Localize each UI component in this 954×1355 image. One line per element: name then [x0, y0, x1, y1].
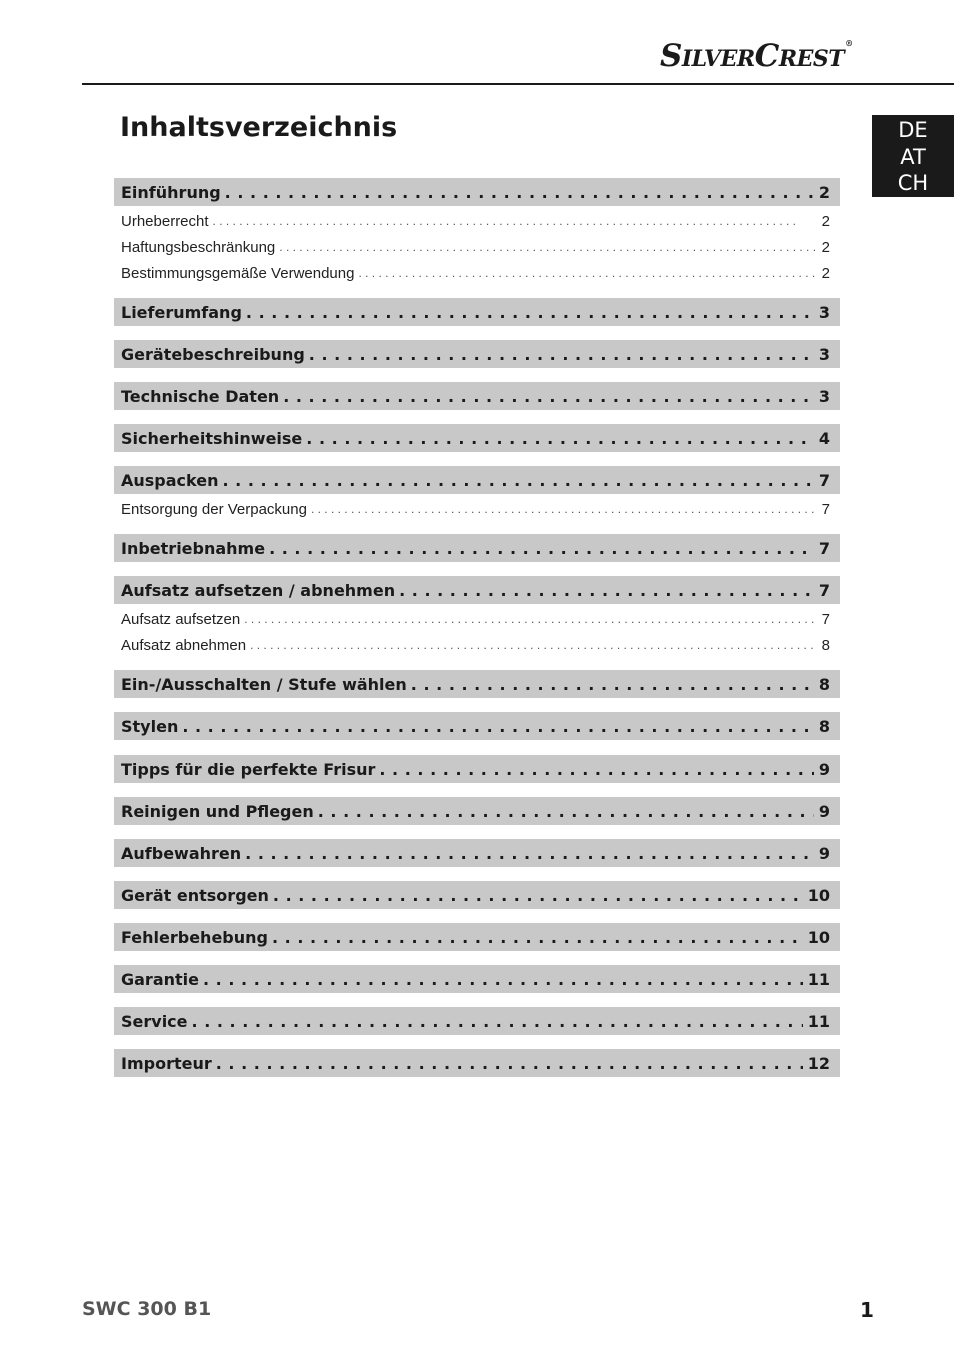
footer-page-number: 1 [860, 1298, 874, 1322]
toc-leader-dots [358, 266, 816, 280]
header-rule [82, 83, 954, 85]
toc-leader-dots [379, 760, 813, 779]
toc-subsection-row[interactable] [114, 261, 840, 285]
toc-entry-page: 9 [818, 801, 830, 821]
toc-entry-page: 3 [818, 386, 830, 406]
toc-entry-page: 10 [807, 885, 830, 905]
toc-subsection-row[interactable] [114, 235, 840, 259]
logo-text-rest: REST [778, 46, 845, 72]
toc-leader-dots [272, 928, 803, 947]
toc-leader-dots [250, 638, 817, 652]
toc-entry-page: 7 [821, 500, 830, 518]
toc-entry-label: Gerätebeschreibung [121, 344, 305, 364]
toc-section-row[interactable] [114, 382, 840, 410]
toc-entry-page: 3 [818, 302, 830, 322]
toc-entry-page: 11 [807, 1011, 830, 1031]
toc-entry-label: Inbetriebnahme [121, 538, 266, 558]
toc-entry-label: Sicherheitshinweise [121, 428, 303, 448]
toc-subsection-row[interactable] [114, 497, 840, 521]
toc-leader-dots [203, 970, 803, 989]
toc-entry-label: Lieferumfang [121, 302, 242, 322]
toc-section-row[interactable] [114, 881, 840, 909]
toc-entry-label: Reinigen und Pflegen [121, 801, 314, 821]
toc-subsection-row[interactable] [114, 209, 840, 233]
toc-entry-page: 9 [818, 843, 830, 863]
language-at: AT [900, 144, 926, 169]
toc-entry-page: 2 [821, 212, 830, 230]
toc-entry-label: Aufbewahren [121, 843, 242, 863]
toc-entry-label: Stylen [121, 716, 179, 736]
toc-leader-dots [244, 612, 816, 626]
toc-entry-page: 11 [807, 969, 830, 989]
toc-leader-dots [306, 429, 814, 448]
toc-leader-dots [279, 240, 816, 254]
toc-entry-label: Gerät entsorgen [121, 885, 269, 905]
toc-entry-page: 2 [818, 182, 830, 202]
toc-entry-page: 4 [818, 428, 830, 448]
toc-section-row[interactable] [114, 923, 840, 951]
toc-section-row[interactable] [114, 298, 840, 326]
toc-subsection-row[interactable] [114, 607, 840, 631]
toc-entry-label: Tipps für die perfekte Frisur [121, 759, 376, 779]
toc-entry-label: Importeur [121, 1053, 212, 1073]
toc-entry-label: Bestimmungsgemäße Verwendung [121, 264, 355, 282]
toc-section-row[interactable] [114, 755, 840, 783]
toc-leader-dots [318, 802, 814, 821]
logo-text-ilver: ILVER [681, 46, 755, 72]
toc-leader-dots [213, 214, 817, 228]
toc-leader-dots [411, 675, 814, 694]
toc-section-row[interactable] [114, 839, 840, 867]
toc-leader-dots [311, 502, 817, 516]
toc-entry-label: Entsorgung der Verpackung [121, 500, 307, 518]
toc-leader-dots [245, 844, 814, 863]
toc-leader-dots [225, 183, 814, 202]
toc-entry-page: 7 [821, 610, 830, 628]
toc-entry-page: 8 [818, 674, 830, 694]
toc-subsection-row[interactable] [114, 633, 840, 657]
toc-leader-dots [269, 539, 814, 558]
toc-entry-label: Urheberrecht [121, 212, 209, 230]
language-ch: CH [897, 171, 929, 195]
toc-entry-label: Auspacken [121, 470, 219, 490]
toc-leader-dots [309, 345, 814, 364]
toc-entry-page: 8 [818, 716, 830, 736]
toc-section-row[interactable] [114, 466, 840, 494]
toc-section-row[interactable] [114, 1007, 840, 1035]
toc-leader-dots [192, 1012, 803, 1031]
toc-leader-dots [216, 1054, 803, 1073]
toc-entry-page: 2 [821, 264, 830, 282]
toc-leader-dots [273, 886, 803, 905]
toc-entry-label: Aufsatz abnehmen [121, 636, 247, 654]
toc-section-row[interactable] [114, 965, 840, 993]
toc-entry-label: Aufsatz aufsetzen [121, 610, 241, 628]
toc-leader-dots [246, 303, 814, 322]
toc-section-row[interactable] [114, 670, 840, 698]
toc-section-row[interactable] [114, 178, 840, 206]
toc-entry-page: 10 [807, 927, 830, 947]
registered-mark: ® [845, 38, 853, 48]
toc-entry-page: 7 [818, 538, 830, 558]
toc-entry-label: Service [121, 1011, 188, 1031]
toc-entry-label: Einführung [121, 182, 221, 202]
logo-letter-c: C [754, 38, 779, 74]
page-title: Inhaltsverzeichnis [120, 112, 398, 143]
toc-section-row[interactable] [114, 424, 840, 452]
silvercrest-logo [660, 38, 860, 74]
toc-leader-dots [399, 581, 814, 600]
toc-entry-label: Technische Daten [121, 386, 280, 406]
toc-leader-dots [283, 387, 814, 406]
toc-entry-page: 7 [818, 470, 830, 490]
toc-entry-page: 8 [821, 636, 830, 654]
footer-model-number: SWC 300 B1 [82, 1298, 212, 1320]
toc-entry-label: Aufsatz aufsetzen / abnehmen [121, 580, 396, 600]
toc-section-row[interactable] [114, 340, 840, 368]
logo-letter-s: S [660, 38, 682, 74]
toc-entry-page: 3 [818, 344, 830, 364]
language-tab [872, 115, 954, 197]
toc-section-row[interactable] [114, 712, 840, 740]
toc-entry-page: 2 [821, 238, 830, 256]
toc-entry-label: Ein-/Ausschalten / Stufe wählen [121, 674, 407, 694]
toc-section-row[interactable] [114, 576, 840, 604]
toc-section-row[interactable] [114, 797, 840, 825]
toc-entry-page: 12 [807, 1053, 830, 1073]
language-de: DE [898, 118, 928, 142]
toc-entry-label: Fehlerbehebung [121, 927, 268, 947]
toc-leader-dots [182, 717, 814, 736]
toc-entry-label: Garantie [121, 969, 199, 989]
toc-leader-dots [222, 471, 813, 490]
toc-section-row[interactable] [114, 1049, 840, 1077]
toc-entry-page: 9 [818, 759, 830, 779]
toc-section-row[interactable] [114, 534, 840, 562]
toc-entry-page: 7 [818, 580, 830, 600]
toc-entry-label: Haftungsbeschränkung [121, 238, 276, 256]
